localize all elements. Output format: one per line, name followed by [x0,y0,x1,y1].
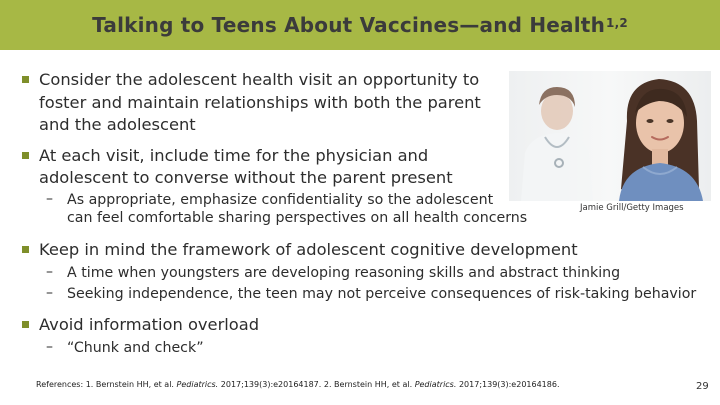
bullet-3-line-1: Keep in mind the framework of adolescent cognitive development [39,240,578,259]
bullet-1-line-3: and the adolescent [39,115,196,134]
reference-1-journal: Pediatrics. [176,380,219,389]
bullet-marker [22,152,29,159]
bullet-marker [22,321,29,328]
reference-2-details: 2017;139(3):e20164186. [458,380,560,389]
slide-title-superscript: 1,2 [606,16,628,30]
bullet-2-sub-1-line-2: can feel comfortable sharing perspectives on all health concerns [67,210,528,226]
bullet-2-line-2: adolescent to converse without the parent present [39,168,453,187]
image-credit: Jamie Grill/Getty Images [580,203,684,213]
bullet-3-sub-1: A time when youngsters are developing reasoning skills and abstract thinking [67,265,621,281]
page-number: 29 [696,381,709,392]
sub-bullet-dash: – [46,191,53,207]
reference-1-authors: 1. Bernstein HH, et al. [85,380,174,389]
references [36,380,560,389]
sub-bullet-dash: – [46,285,53,301]
reference-1-details: 2017;139(3):e20164187. [220,380,322,389]
bullet-marker [22,246,29,253]
slide-title [0,0,720,50]
bullet-4-sub-1: “Chunk and check” [67,340,204,356]
bullet-2-line-1: At each visit, include time for the physician and [39,146,429,165]
bullet-1-line-1: Consider the adolescent health visit an opportunity to [39,70,480,89]
bullet-2-sub-1-line-1: As appropriate, emphasize confidentiality so the adolescent [67,192,494,208]
bullet-1-line-2: foster and maintain relationships with both the parent [39,93,481,112]
bullet-marker [22,76,29,83]
bullet-4-line-1: Avoid information overload [39,315,260,334]
sub-bullet-dash: – [46,339,53,355]
doctor-teen-photo [509,71,711,201]
reference-2-journal: Pediatrics. [414,380,457,389]
sub-bullet-dash: – [46,264,53,280]
bullet-3-sub-2: Seeking independence, the teen may not perceive consequences of risk-taking behavior [67,286,697,302]
reference-2-authors: 2. Bernstein HH, et al. [323,380,413,389]
slide-title-text: Talking to Teens About Vaccines—and Health [92,13,606,37]
references-label: References: [36,380,84,389]
